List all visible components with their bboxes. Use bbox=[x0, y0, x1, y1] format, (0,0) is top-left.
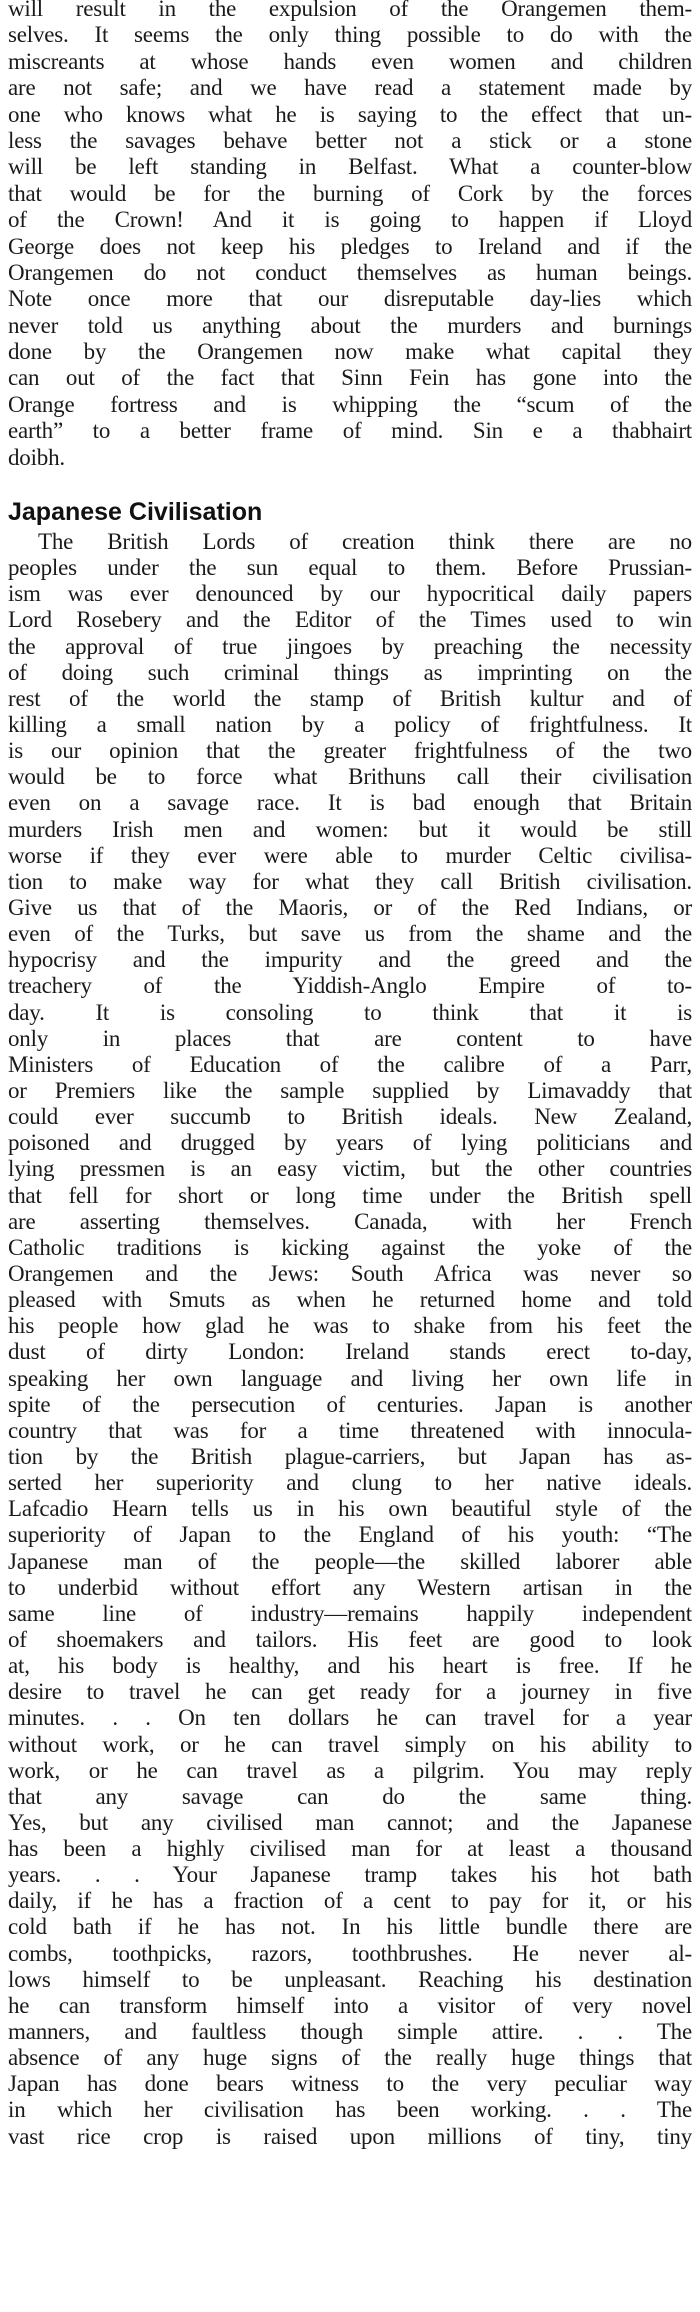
text-line: pleased with Smuts as when he returned home and told bbox=[8, 1287, 692, 1313]
text-line: doibh. bbox=[8, 444, 65, 470]
text-line: without work, or he can travel simply on his ability to bbox=[8, 1731, 692, 1757]
text-line: selves. It seems the only thing possible to do with the bbox=[8, 22, 692, 48]
text-line: tion to make way for what they call British civilisation. bbox=[8, 868, 692, 894]
section-heading: Japanese Civilisation bbox=[8, 498, 263, 527]
text-line: treachery of the Yiddish-Anglo Empire of to- bbox=[8, 973, 692, 999]
text-line: Note once more that our disreputable day-lies which bbox=[8, 286, 692, 312]
text-line: will result in the expulsion of the Orangemen them- bbox=[8, 0, 692, 21]
article-japanese-civilisation bbox=[8, 497, 692, 2150]
text-line: minutes. . . On ten dollars he can travel for a year bbox=[8, 1705, 692, 1731]
text-column bbox=[8, 529, 692, 2150]
text-line: can out of the fact that Sinn Fein has gone into the bbox=[8, 365, 692, 391]
text-line: rest of the world the stamp of British kultur and of bbox=[8, 685, 692, 711]
text-line: of the Crown! And it is going to happen if Lloyd bbox=[8, 207, 692, 233]
text-line: of shoemakers and tailors. His feet are good to look bbox=[8, 1626, 692, 1652]
text-line: country that was for a time threatened with innocula- bbox=[8, 1417, 692, 1443]
text-line: could ever succumb to British ideals. New Zealand, bbox=[8, 1104, 692, 1130]
text-line: poisoned and drugged by years of lying politicians and bbox=[8, 1130, 692, 1156]
text-line: work, or he can travel as a pilgrim. You may reply bbox=[8, 1757, 692, 1783]
text-line: tion by the British plague-carriers, but Japan has as- bbox=[8, 1443, 692, 1469]
text-line: lying pressmen is an easy victim, but the other countries bbox=[8, 1156, 692, 1182]
text-line: spite of the persecution of centuries. Japan is another bbox=[8, 1391, 692, 1417]
text-line: Catholic traditions is kicking against the yoke of the bbox=[8, 1234, 692, 1260]
text-line: dust of dirty London: Ireland stands erect to-day, bbox=[8, 1339, 692, 1365]
text-line: will be left standing in Belfast. What a counter-blow bbox=[8, 154, 692, 180]
text-line: that any savage can do the same thing. bbox=[8, 1783, 692, 1809]
text-line: lows himself to be unpleasant. Reaching his destination bbox=[8, 1966, 692, 1992]
text-line: only in places that are content to have bbox=[8, 1025, 692, 1051]
text-line: desire to travel he can get ready for a journey in five bbox=[8, 1679, 692, 1705]
text-line: Lafcadio Hearn tells us in his own beautiful style of the bbox=[8, 1496, 692, 1522]
text-line: cold bath if he has not. In his little bundle there are bbox=[8, 1914, 692, 1940]
text-line: Give us that of the Maoris, or of the Red Indians, or bbox=[8, 895, 692, 920]
text-line: vast rice crop is raised upon millions of tiny, tiny bbox=[8, 2123, 692, 2149]
text-line: his people how glad he was to shake from his feet the bbox=[8, 1313, 692, 1339]
text-line: daily, if he has a fraction of a cent to pay for it, or his bbox=[8, 1888, 692, 1914]
text-line: he can transform himself into a visitor of very novel bbox=[8, 1992, 692, 2018]
text-line: of doing such criminal things as imprinting on the bbox=[8, 659, 692, 685]
text-line: Orange fortress and is whipping the “scum of the bbox=[8, 391, 692, 417]
text-line: even of the Turks, but save us from the shame and the bbox=[8, 921, 692, 947]
text-line: is our opinion that the greater frightfulness of the two bbox=[8, 738, 692, 764]
text-line: the approval of true jingoes by preaching the necessity bbox=[8, 633, 692, 659]
text-line: or Premiers like the sample supplied by Limavaddy that bbox=[8, 1077, 692, 1103]
text-line: that would be for the burning of Cork by the forces bbox=[8, 180, 692, 206]
text-line: Lord Rosebery and the Editor of the Times used to win bbox=[8, 607, 692, 633]
text-line: worse if they ever were able to murder Celtic civilisa- bbox=[8, 842, 692, 868]
text-line: day. It is consoling to think that it is bbox=[8, 999, 692, 1025]
text-line: less the savages behave better not a stick or a stone bbox=[8, 127, 692, 153]
text-line: serted her superiority and clung to her native ideals. bbox=[8, 1470, 692, 1496]
text-line: even on a savage race. It is bad enough that Britain bbox=[8, 790, 692, 816]
text-line: would be to force what Brithuns call their civilisation bbox=[8, 764, 692, 790]
text-column bbox=[8, 0, 692, 471]
text-line: Japanese man of the people—the skilled laborer able bbox=[8, 1548, 692, 1574]
text-line: hypocrisy and the impurity and the greed and the bbox=[8, 947, 692, 973]
text-line: killing a small nation by a policy of frightfulness. It bbox=[8, 712, 692, 738]
text-line: years. . . Your Japanese tramp takes his hot bath bbox=[8, 1862, 692, 1888]
text-line: Japan has done bears witness to the very peculiar way bbox=[8, 2071, 692, 2097]
text-line: are asserting themselves. Canada, with her French bbox=[8, 1208, 692, 1234]
text-line: manners, and faultless though simple attire. . . The bbox=[8, 2019, 692, 2045]
text-line: absence of any huge signs of the really huge things that bbox=[8, 2045, 692, 2071]
text-line: Orangemen do not conduct themselves as human beings. bbox=[8, 259, 692, 285]
text-line: Yes, but any civilised man cannot; and the Japanese bbox=[8, 1809, 692, 1835]
text-line: miscreants at whose hands even women and children bbox=[8, 48, 692, 74]
text-line: are not safe; and we have read a statement made by bbox=[8, 75, 692, 101]
text-line: same line of industry—remains happily independent bbox=[8, 1600, 692, 1626]
text-line: superiority of Japan to the England of his youth: “The bbox=[8, 1522, 692, 1548]
text-line: one who knows what he is saying to the effect that un- bbox=[8, 101, 692, 127]
text-line: to underbid without effort any Western artisan in the bbox=[8, 1574, 692, 1600]
text-line: combs, toothpicks, razors, toothbrushes. He never al- bbox=[8, 1940, 692, 1966]
text-line: Ministers of Education of the calibre of a Parr, bbox=[8, 1051, 692, 1077]
text-line: earth” to a better frame of mind. Sin e a thabhairt bbox=[8, 418, 692, 444]
text-line: at, his body is healthy, and his heart is free. If he bbox=[8, 1653, 692, 1679]
article-continuation bbox=[8, 0, 692, 471]
text-line: has been a highly civilised man for at least a thousand bbox=[8, 1836, 692, 1862]
text-line: peoples under the sun equal to them. Before Prussian- bbox=[8, 555, 692, 581]
text-line: Orangemen and the Jews: South Africa was never so bbox=[8, 1260, 692, 1286]
text-line: in which her civilisation has been working. . . The bbox=[8, 2097, 692, 2123]
text-line: ism was ever denounced by our hypocritical daily papers bbox=[8, 581, 692, 607]
text-line: murders Irish men and women: but it would be still bbox=[8, 816, 692, 842]
text-line: George does not keep his pledges to Ireland and if the bbox=[8, 233, 692, 259]
text-line: done by the Orangemen now make what capital they bbox=[8, 339, 692, 365]
text-line: that fell for short or long time under the British spell bbox=[8, 1182, 692, 1208]
text-line: The British Lords of creation think there are no bbox=[38, 529, 692, 555]
text-line: speaking her own language and living her own life in bbox=[8, 1365, 692, 1391]
text-line: never told us anything about the murders and burnings bbox=[8, 312, 692, 338]
